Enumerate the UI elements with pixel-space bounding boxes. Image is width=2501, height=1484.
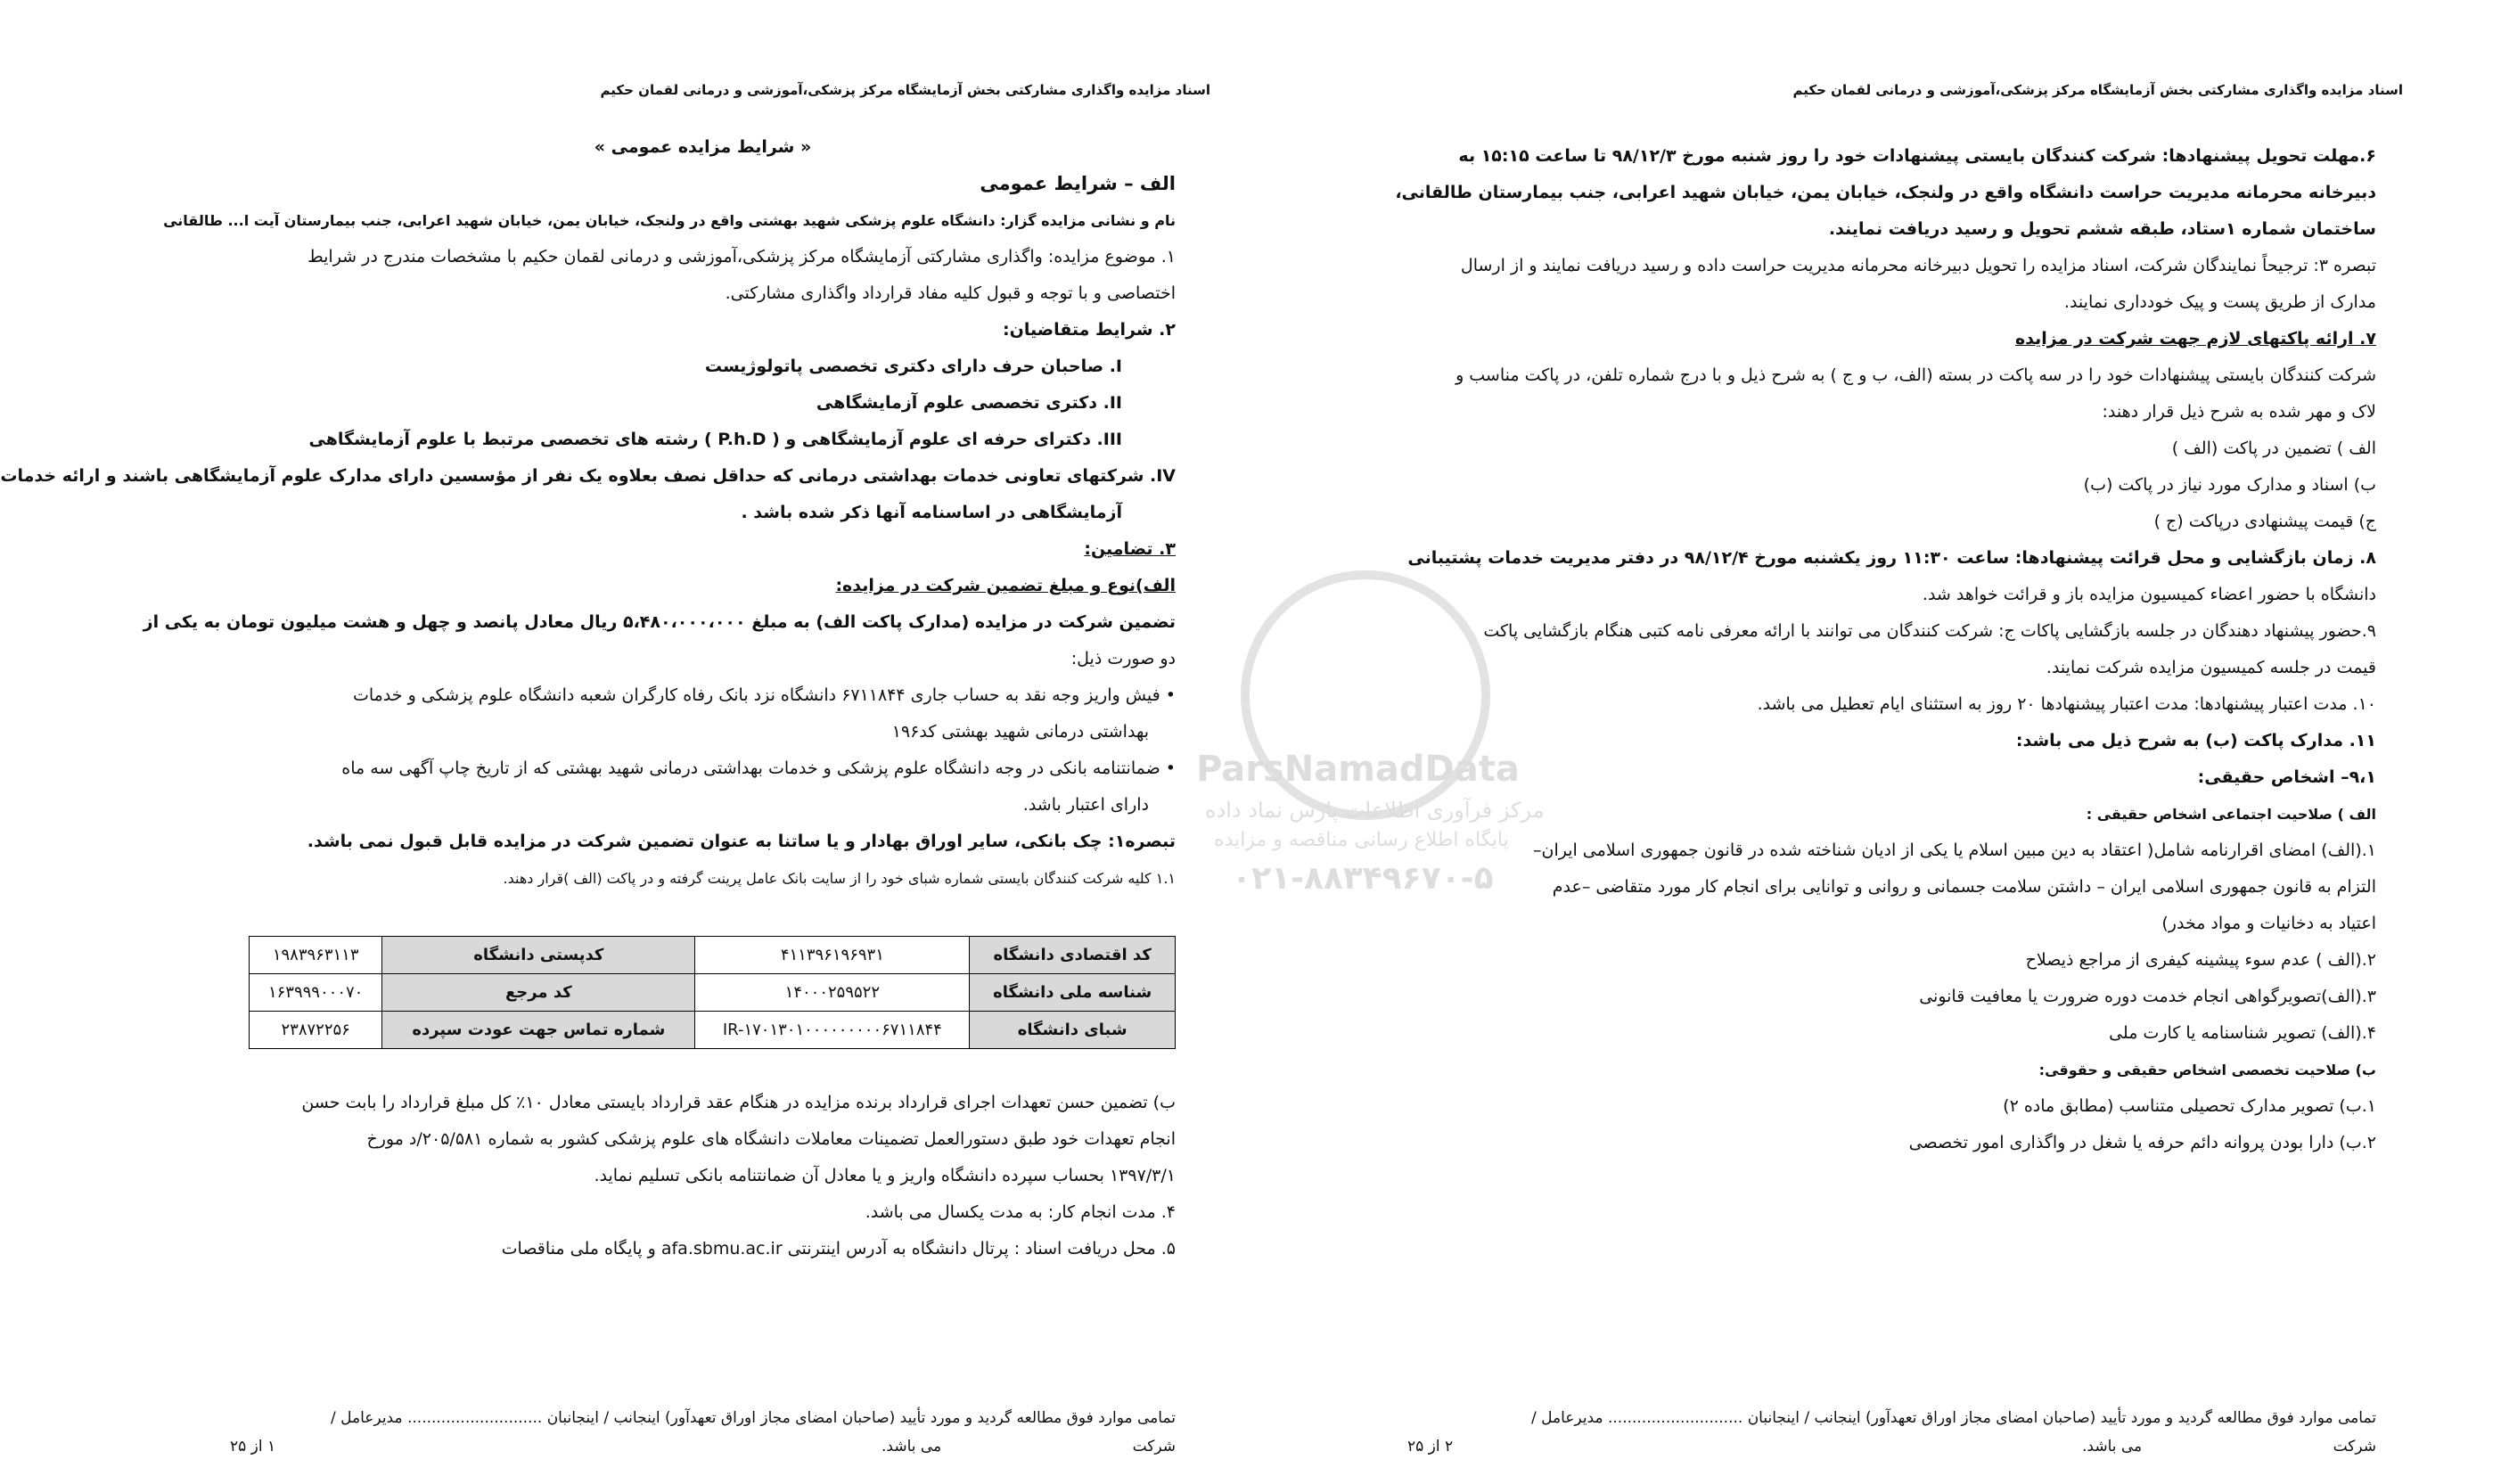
footer-company: شرکت (2333, 1438, 2376, 1455)
page-header: اسناد مزایده واگذاری مشارکتی بخش آزمایشگاه مرکز پزشکی،آموزشی و درمانی لقمان حکیم (1792, 82, 2403, 98)
table-cell: ۱۴۰۰۰۲۵۹۵۲۲ (695, 974, 970, 1012)
item-11: ۱۱. مدارک پاکت (ب) به شرح ذیل می باشد: (2015, 731, 2376, 750)
guarantee-heading: الف)نوع و مبلغ تضمین شرکت در مزایده: (835, 576, 1176, 595)
condition-2: II. دکتری تخصصی علوم آزمایشگاهی (816, 393, 1122, 413)
table-cell: شماره تماس جهت عودت سپرده (382, 1012, 695, 1049)
bullet-bank-guarantee: • ضمانتنامه بانکی در وجه دانشگاه علوم پزشکی و خدمات بهداشتی درمانی شهید بهشتی که از تاریخ چاپ آگهی سه ماه (341, 758, 1176, 778)
address-line: نام و نشانی مزایده گزار: دانشگاه علوم پزشکی شهید بهشتی واقع در ولنجک، خیابان یمن، خیابان شهید اعرابی، جنب بیمارستان آیت ا... طالقانی (163, 212, 1176, 229)
page-footer (1407, 1404, 2376, 1461)
watermark-title: ParsNamadData (1196, 749, 1520, 790)
item-4: ۴. مدت انجام کار: به مدت یکسال می باشد. (865, 1202, 1176, 1222)
item-9: ۹.حضور پیشنهاد دهندگان در جلسه بازگشایی پاکات ج: شرکت کنندگان می توانند با ارائه معرفی نامه کتبی هنگام بازگشایی پاکت (1483, 621, 2376, 641)
table-cell: کد اقتصادی دانشگاه (970, 937, 1176, 974)
table-row (250, 974, 1176, 1012)
document-title: « شرایط مزایده عمومی » (594, 137, 812, 157)
note-1-1: ۱.۱ کلیه شرکت کنندگان بایستی شماره شبای خود را از سایت بانک عامل پرینت گرفته و در پاکت (الف )قرار دهند. (503, 870, 1176, 887)
item-2: ۲. شرایط متقاضیان: (1003, 320, 1176, 340)
list-item-cont: اعتیاد به دخانیات و مواد مخدر) (2161, 914, 2376, 933)
section-social-qualification: الف ) صلاحیت اجتماعی اشخاص حقیقی : (2086, 806, 2376, 823)
footer-approval: تمامی موارد فوق مطالعه گردید و مورد تأیید (صاحبان امضای مجاز اوراق تعهدآور) اینجانب / اینجانبان ............................ مدیرعامل / (1531, 1409, 2376, 1427)
watermark-phone: ۰۲۱-۸۸۳۴۹۶۷۰-۵ (1232, 860, 1494, 897)
table-cell: شبای دانشگاه (970, 1012, 1176, 1049)
page-header: اسناد مزایده واگذاری مشارکتی بخش آزمایشگاه مرکز پزشکی،آموزشی و درمانی لقمان حکیم (600, 82, 1210, 98)
list-item: ۲.ب) دارا بودن پروانه دائم حرفه یا شغل در واگذاری امور تخصصی (1908, 1133, 2376, 1152)
packet-b: ب) اسناد و مدارک مورد نیاز در پاکت (ب) (2083, 475, 2376, 495)
item-8-cont: دانشگاه با حضور اعضاء کمیسیون مزایده باز و قرائت خواهد شد. (1922, 585, 2376, 604)
table-cell: ۲۳۸۷۲۲۵۶ (250, 1012, 382, 1049)
table-row (250, 937, 1176, 974)
condition-4-cont: آزمایشگاهی در اساسنامه آنها ذکر شده باشد . (741, 503, 1122, 522)
item-8: ۸. زمان بازگشایی و محل قرائت پیشنهادها: ساعت ۱۱:۳۰ روز یکشنبه مورخ ۹۸/۱۲/۴ در دفتر مدیریت خدمات پشتیبانی (1407, 548, 2376, 568)
footer-mibashad: می باشد. (882, 1438, 942, 1455)
item-7-text-cont: لاک و مهر شده به شرح ذیل قرار دهند: (2102, 402, 2376, 422)
guarantee-amount-cont: دو صورت ذیل: (1070, 649, 1176, 668)
item-10: ۱۰. مدت اعتبار پیشنهادها: مدت اعتبار پیشنهادها ۲۰ روز به استثنای ایام تعطیل می باشد. (1757, 694, 2376, 714)
item-3: ۳. تضامین: (1084, 539, 1176, 559)
list-item: ۱.(الف) امضای اقرارنامه شامل( اعتقاد به دین مبین اسلام یا یکی از ادیان شناخته شده در قانون جمهوری اسلامی ایران– (1532, 840, 2376, 860)
table-cell: شناسه ملی دانشگاه (970, 974, 1176, 1012)
item-6: ۶.مهلت تحویل پیشنهادها: شرکت کنندگان بایستی پیشنهادات خود را روز شنبه مورخ ۹۸/۱۲/۳ تا ساعت ۱۵:۱۵ به (1458, 146, 2376, 166)
condition-1: I. صاحبان حرف دارای دکتری تخصصی پاتولوژیست (704, 357, 1122, 376)
table-cell: کدپستی دانشگاه (382, 937, 695, 974)
condition-3: III. دکترای حرفه ای علوم آزمایشگاهی و ( P.h.D ) رشته های تخصصی مرتبط با علوم آزمایشگاهی (308, 430, 1122, 449)
note-1: تبصره۱: چک بانکی، سایر اوراق بهادار و یا ساتنا به عنوان تضمین شرکت در مزایده قابل قبول نمی باشد. (307, 832, 1176, 851)
page-2-content (1395, 138, 2376, 1161)
table-cell: ۱۶۳۹۹۹۰۰۰۷۰ (250, 974, 382, 1012)
item-9-1: ۹،۱– اشخاص حقیقی: (2197, 767, 2376, 787)
university-info-table (249, 936, 1176, 1049)
note-3: تبصره ۳: ترجیحاً نمایندگان شرکت، اسناد مزایده را تحویل دبیرخانه محرمانه مدیریت حراست داده و رسید دریافت نمایند و از ارسال (1460, 256, 2376, 275)
page-1-content (0, 129, 1176, 1267)
item-9-cont: قیمت در جلسه کمیسیون مزایده شرکت نمایند. (2046, 658, 2376, 677)
note-3-cont: مدارک از طریق پست و پیک خودداری نمایند. (2063, 292, 2376, 312)
footer-mibashad: می باشد. (2082, 1438, 2143, 1455)
packet-a: الف ) تضمین در پاکت (الف ) (2171, 439, 2376, 458)
watermark-subtitle: مرکز فرآوری اطلاعات پارس نماد داده (1205, 798, 1545, 823)
section-heading: الف – شرایط عمومی (980, 173, 1176, 194)
performance-guarantee-cont-1: انجام تعهدات خود طبق دستورالعمل تضمینات معاملات دانشگاه های علوم پزشکی کشور به شماره ۲۰۵/۵۸۱/د مورخ (366, 1129, 1176, 1149)
item-6-cont-2: ساختمان شماره ۱ستاد، طبقه ششم تحویل و رسید دریافت نمایند. (1828, 219, 2376, 239)
table-cell: ۱۹۸۳۹۶۳۱۱۳ (250, 937, 382, 974)
table-cell: IR-۱۷۰۱۳۰۱۰۰۰۰۰۰۰۰۰۶۷۱۱۸۴۴ (695, 1012, 970, 1049)
table-cell: کد مرجع (382, 974, 695, 1012)
page-number: ۲ از ۲۵ (1407, 1438, 1454, 1455)
table-row (250, 1012, 1176, 1049)
table-cell: ۴۱۱۳۹۶۱۹۶۹۳۱ (695, 937, 970, 974)
performance-guarantee: ب) تضمین حسن تعهدات اجرای قرارداد برنده مزایده در هنگام عقد قرارداد بایستی معادل ۱۰٪ کل مبلغ قرارداد را بابت حسن (301, 1093, 1176, 1112)
list-item: ۴.(الف) تصویر شناسنامه یا کارت ملی (2109, 1023, 2376, 1043)
page-footer (230, 1404, 1176, 1461)
item-1-cont: اختصاصی و با توجه و قبول کلیه مفاد قرارداد واگذاری مشارکتی. (725, 283, 1176, 303)
item-5: ۵. محل دریافت اسناد : پرتال دانشگاه به آدرس اینترنتی afa.sbmu.ac.ir و پایگاه ملی مناقصات (501, 1239, 1176, 1259)
list-item: ۱.ب) تصویر مدارک تحصیلی متناسب (مطابق ماده ۲) (2003, 1096, 2376, 1116)
item-6-cont-1: دبیرخانه محرمانه مدیریت حراست دانشگاه واقع در ولنجک، خیابان یمن، خیابان شهید اعرابی، جنب بیمارستان طالقانی، (1395, 183, 2376, 202)
guarantee-amount: تضمین شرکت در مزایده (مدارک پاکت الف) به مبلغ ۵،۴۸۰،۰۰۰،۰۰۰ ریال معادل پانصد و چهل و هشت میلیون تومان به یکی از (143, 612, 1176, 632)
footer-company: شرکت (1132, 1438, 1176, 1455)
bullet-cash-deposit: • فیش واریز وجه نقد به حساب جاری ۶۷۱۱۸۴۴ دانشگاه نزد بانک رفاه کارگران شعبه دانشگاه علوم پزشکی و خدمات (352, 685, 1176, 705)
bullet-cash-deposit-cont: بهداشتی درمانی شهید بهشتی کد۱۹۶ (891, 722, 1149, 742)
footer-approval: تمامی موارد فوق مطالعه گردید و مورد تأیید (صاحبان امضای مجاز اوراق تعهدآور) اینجانب / اینجانبان ............................ مدیرعامل / (331, 1409, 1176, 1427)
watermark-subtitle-2: پایگاه اطلاع رسانی مناقصه و مزایده (1214, 829, 1509, 851)
item-7: ۷. ارائه پاکتهای لازم جهت شرکت در مزایده (2014, 329, 2376, 348)
performance-guarantee-cont-2: ۱۳۹۷/۳/۱ بحساب سپرده دانشگاه واریز و یا معادل آن ضمانتنامه بانکی تسلیم نماید. (594, 1166, 1176, 1185)
bullet-bank-guarantee-cont: دارای اعتبار باشد. (1022, 795, 1149, 815)
section-professional-qualification: ب) صلاحیت تخصصی اشخاص حقیقی و حقوقی: (2038, 1062, 2376, 1078)
packet-c: ج) قیمت پیشنهادی درپاکت (ج ) (2153, 512, 2376, 531)
item-1: ۱. موضوع مزایده: واگذاری مشارکتی آزمایشگاه مرکز پزشکی،آموزشی و درمانی لقمان حکیم با مشخصات مندرج در شرایط (308, 247, 1176, 266)
condition-4: IV. شرکتهای تعاونی خدمات بهداشتی درمانی که حداقل نصف بعلاوه یک نفر از مؤسسین دارای مدارک علوم آزمایشگاهی باشند و ارائه خدمات (0, 466, 1176, 486)
list-item: ۲.(الف ) عدم سوء پیشینه کیفری از مراجع ذیصلاح (2025, 950, 2376, 970)
item-7-text: شرکت کنندگان بایستی پیشنهادات خود را در سه پاکت در بسته (الف، ب و ج ) به شرح ذیل و با درج شماره تلفن، در پاکت مناسب و (1456, 365, 2376, 385)
list-item: ۳.(الف)تصویرگواهی انجام خدمت دوره ضرورت یا معافیت قانونی (1919, 987, 2376, 1006)
list-item-cont: التزام به قانون جمهوری اسلامی ایران – داشتن سلامت جسمانی و روانی و توانایی برای انجام کار مورد متقاضی –عدم (1552, 877, 2376, 897)
page-2 (1349, 0, 2501, 1484)
page-number: ۱ از ۲۵ (230, 1438, 276, 1455)
